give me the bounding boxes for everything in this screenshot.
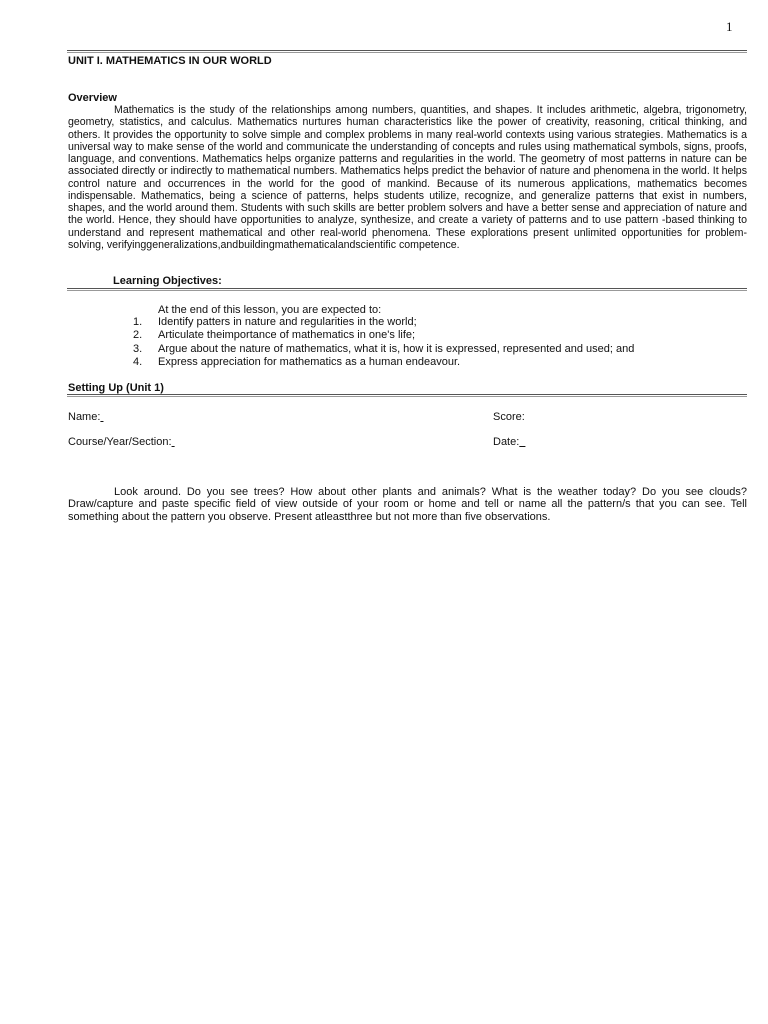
objectives-rule	[67, 288, 747, 291]
objective-text: Articulate theimportance of mathematics in one's life;	[158, 329, 416, 342]
score-label: Score:	[493, 411, 525, 423]
name-label: Name:	[68, 411, 101, 423]
date-blank[interactable]	[519, 436, 525, 448]
instructions-paragraph: Look around. Do you see trees? How about other plants and animals? What is the weather today? Do you see clouds? Draw/capture and paste specific field of view outside of your room or home and tell or name all the pattern/s that you can see. Tell something about the pattern you observe. Present atleastthree but not more than five observations.	[68, 486, 747, 523]
name-blank[interactable]	[100, 411, 103, 423]
objective-number: 3.	[133, 342, 143, 355]
top-rule	[67, 50, 747, 53]
date-label: Date:	[493, 436, 520, 448]
objective-item	[133, 356, 634, 369]
page-number: 1	[726, 19, 733, 34]
objective-item	[133, 316, 634, 329]
course-label: Course/Year/Section:	[68, 436, 172, 448]
overview-heading: Overview	[68, 92, 117, 104]
objective-text: Identify patters in nature and regularities in the world;	[158, 316, 417, 328]
objective-text: Express appreciation for mathematics as a human endeavour.	[158, 356, 461, 369]
setting-up-heading: Setting Up (Unit 1)	[68, 382, 164, 394]
objective-item	[133, 329, 634, 342]
objective-number: 4.	[133, 356, 143, 369]
score-field[interactable]	[493, 411, 525, 423]
date-field[interactable]	[493, 436, 525, 448]
unit-title: UNIT I. MATHEMATICS IN OUR WORLD	[68, 55, 272, 67]
objectives-intro: At the end of this lesson, you are expected to:	[158, 304, 382, 316]
objective-number: 2.	[133, 329, 143, 342]
setting-up-rule	[67, 394, 747, 397]
objective-text: Argue about the nature of mathematics, what it is, how it is expressed, represented and used; and	[158, 342, 635, 355]
objectives-list	[133, 316, 634, 370]
course-blank[interactable]	[172, 436, 175, 448]
name-field[interactable]	[68, 411, 103, 423]
course-field[interactable]	[68, 436, 175, 448]
objective-number: 1.	[133, 316, 143, 328]
overview-paragraph: Mathematics is the study of the relationships among numbers, quantities, and shapes. It includes arithmetic, algebra, trigonometry, geometry, statistics, and calculus. Mathematics nurtures human characteristics like the power of creativity, reasoning, critical thinking, and others. It provides the opportunity to solve simple and complex problems in many real-world contexts using various strategies. Mathematics is a universal way to make sense of the world and communicate the understanding of concepts and rules using mathematical symbols, signs, proofs, language, and conventions. Mathematics helps organize patterns and regularities in the world. The geometry of most patterns in nature can be associated directly or indirectly to mathematical numbers. Mathematics helps predict the behavior of nature and phenomena in the world. It helps control nature and occurrences in the world for the good of mankind. Because of its numerous applications, mathematics becomes indispensable. Mathematics, being a science of patterns, helps students utilize, recognize, and generalize patterns that exist in numbers, shapes, and the world around them. Students with such skills are better problem solvers and have a better sense and appreciation of nature and the world. Hence, they should have opportunities to analyze, synthesize, and create a variety of patterns and to use pattern -based thinking to understand and represent mathematical and other real-world phenomena. These explorations present unlimited opportunities for problem-solving, verifyinggeneralizations,andbuildingmathematicalandscientific competence.	[68, 104, 747, 251]
objectives-heading: Learning Objectives:	[113, 275, 222, 287]
objective-item	[133, 343, 634, 356]
